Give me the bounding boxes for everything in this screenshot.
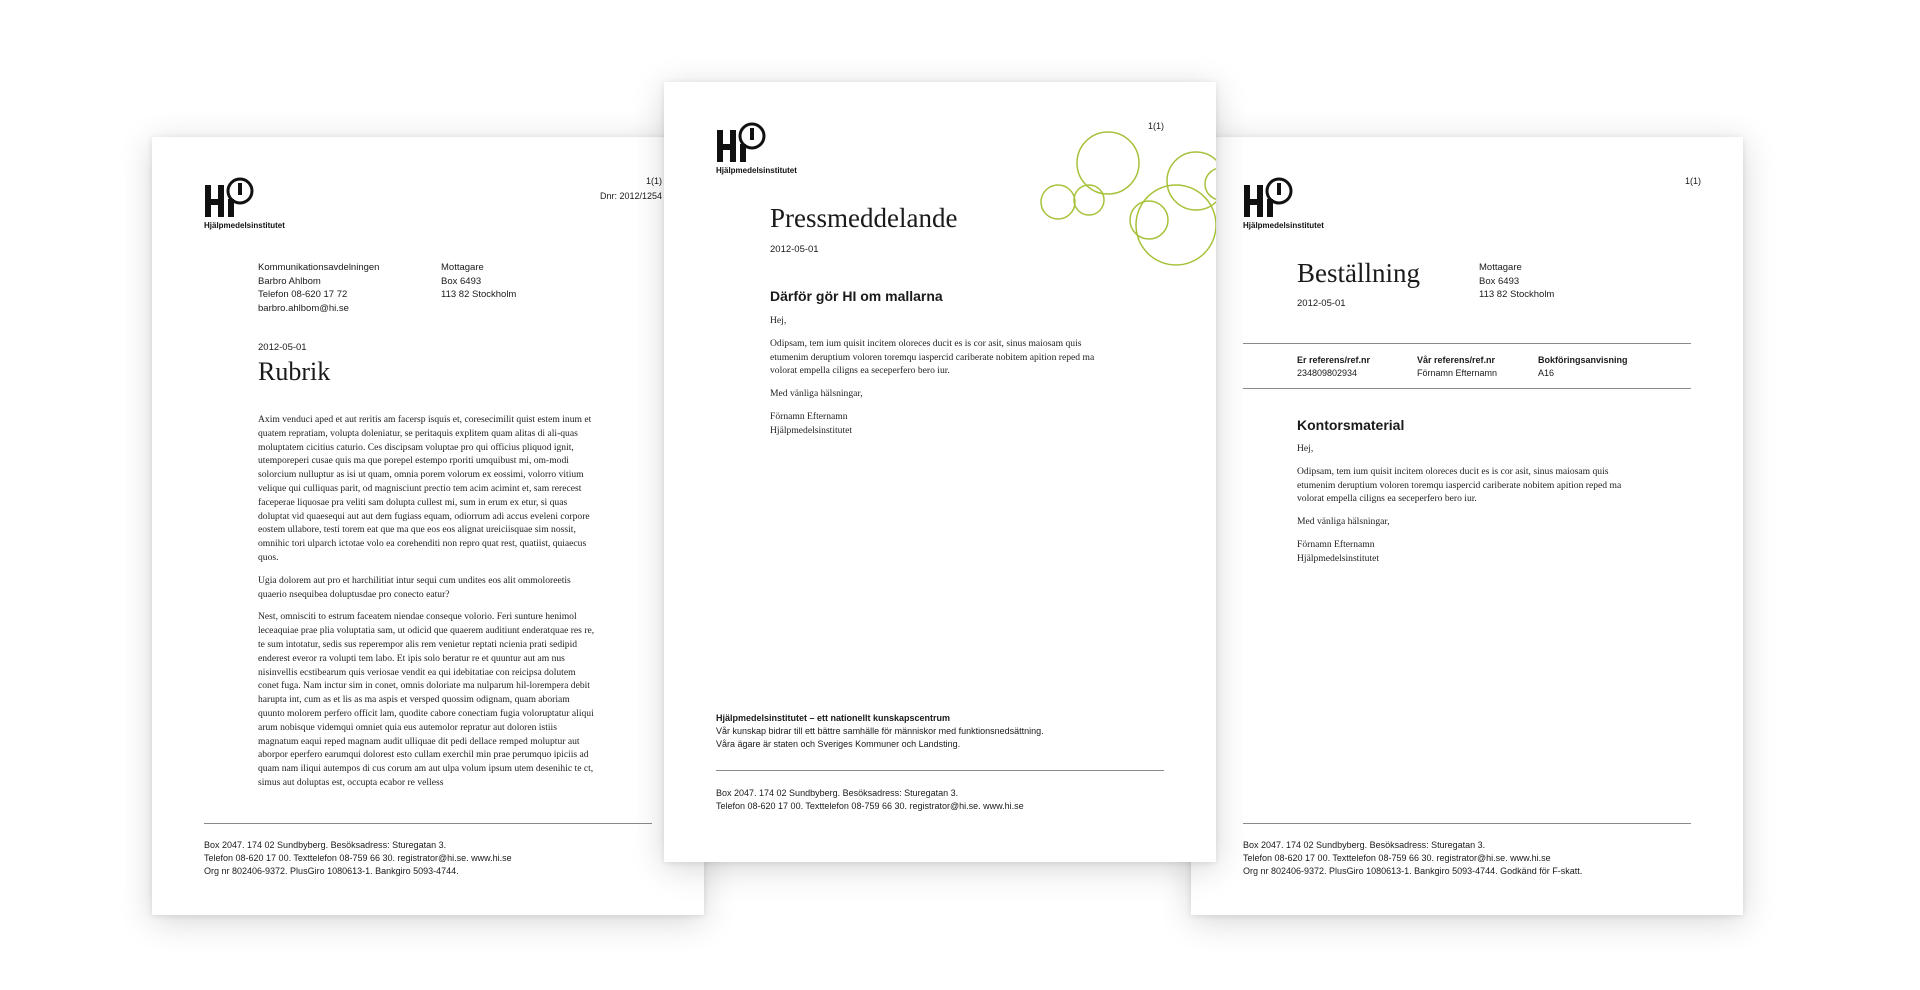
sender-name: Barbro Ahlbom [258,275,321,287]
press-subheading: Därför gör HI om mallarna [770,288,943,304]
logo-caption: Hjälpmedelsinstitutet [204,221,285,230]
press-footer [716,787,1024,813]
letter-document [152,137,704,915]
reference-label: Er referens/ref.nr [1297,355,1371,365]
press-paragraph: Odipsam, tem ium quisit incitem oloreces ducit es is cor asit, sinus maiosam quis etumenim deruptium voloren toremqu iaspercid cariberate nobitem apition reped ma volorat empella ciligns ea seceperfero bero iur. [770,337,1095,377]
signature-name: Förnamn Efternamn [770,410,848,422]
reference-label: Bokföringsanvisning [1538,355,1628,365]
letter-paragraph: Ugia dolorem aut pro et harchilitiat intur sequi cum undites eos alit ommoloreetis quaerio nsequibea doluptusdae pro conecto eatur? [258,574,571,600]
order-footer [1243,839,1582,878]
footer-line: Telefon 08-620 17 00. Texttelefon 08-759 66 30. registrator@hi.se. www.hi.se [204,853,512,863]
recipient-heading: Mottagare [1479,262,1522,273]
footer-line: Org nr 802406-9372. PlusGiro 1080613-1. Bankgiro 5093-4744. [204,866,459,876]
recipient-block [441,261,516,302]
letter-paragraph: Nest, omnisciti to estrum faceatem niendae conseque volorio. Feri sunture henimol leceaquiae prae plia voluptatia sam, ut odicid que quaerem auditiunt enderatquae res re, te sum intotatur, sedis sus reperempor alis rem venietur reptati ncienia prati sedipid enderest everor ra volupti tem labo. Et ipis solo beratur re et quuntur aut am nus nisinvellis ecstibearum quis veriosae vendit ea qui idebitatiae con reicipsa dolutem conet fuga. Nam inctur sim in conet, omnis doloriate ma nulparum hil-lorempera debit harupta int, cum as et lis as ma aspis et versped quossim odignam, quam aboriam quunto molorem perfero officit lam, quodite cabore conectiam fugia voloruptatur aliqui arum nobisque videmqui omniet quia eus autemolor repratur aut doloren istiis magnatum eaqui reped magnam audit ulliquae dit pedi dellace remped moluptur aut aborpor eperfero earumqui dolorest esto cullam exerchil min prae perumquo ipiciis ad quam nam iliqui autempos di cus corum am aut ulpa volum ipsum utem desenihic te ct, simus aut doluptas est, occupta ecabor re velless [258,611,595,788]
reference-column [1297,354,1370,380]
about-line: Vår kunskap bidrar till ett bättre samhälle för människor med funktionsnedsättning. [716,726,1044,736]
order-subheading: Kontorsmaterial [1297,417,1405,433]
signature-org: Hjälpmedelsinstitutet [1297,552,1380,564]
recipient-city: 113 82 Stockholm [441,289,517,300]
order-body [1297,442,1647,566]
sender-phone: Telefon 08-620 17 72 [258,289,348,300]
about-block [716,712,1044,751]
page-number: 1(1) [645,176,662,186]
reference-column [1417,354,1497,380]
about-title: Hjälpmedelsinstitutet – ett nationellt kunskapscentrum [716,713,951,723]
press-greeting: Hej, [770,315,787,326]
footer-divider [204,823,652,824]
reference-value: 234809802934 [1297,368,1358,378]
recipient-box: Box 6493 [1479,275,1520,287]
decorative-circle [1074,185,1104,215]
sender-block [258,261,379,315]
order-date: 2012-05-01 [1297,298,1346,309]
logo-caption: Hjälpmedelsinstitutet [716,166,797,175]
reference-value: Förnamn Efternamn [1417,368,1498,378]
page-number: 1(1) [1147,121,1164,131]
footer-divider [1243,823,1691,824]
letter-footer [204,839,512,878]
sender-email: barbro.ahlbom@hi.se [258,302,349,314]
footer-divider [716,770,1164,771]
reference-divider-bottom [1243,388,1691,389]
press-title: Pressmeddelande [770,203,958,233]
hi-logo-mark-icon [1243,177,1303,219]
recipient-city: 113 82 Stockholm [1479,289,1555,300]
letter-heading: Rubrik [258,357,331,386]
order-title: Beställning [1297,258,1420,288]
footer-line: Telefon 08-620 17 00. Texttelefon 08-759 66 30. registrator@hi.se. www.hi.se [716,801,1024,811]
press-release-document [664,82,1216,862]
recipient-heading: Mottagare [441,262,484,273]
page-number: 1(1) [1684,176,1701,186]
sender-department: Kommunikationsavdelningen [258,262,380,273]
reference-value: A16 [1538,368,1555,378]
footer-line: Box 2047. 174 02 Sundbyberg. Besöksadress: Sturegatan 3. [716,788,959,798]
press-date: 2012-05-01 [770,244,819,255]
reference-divider-top [1243,343,1691,344]
order-greeting: Hej, [1297,443,1314,454]
signature-org: Hjälpmedelsinstitutet [770,424,853,436]
letter-body [258,413,598,795]
press-closing: Med vänliga hälsningar, [770,388,863,400]
diary-number: Dnr: 2012/1254 [599,191,662,201]
footer-line: Telefon 08-620 17 00. Texttelefon 08-759 66 30. registrator@hi.se. www.hi.se [1243,853,1551,863]
hi-logo [204,177,286,235]
decorative-circle [1205,168,1216,200]
footer-line: Box 2047. 174 02 Sundbyberg. Besöksadress: Sturegatan 3. [1243,840,1486,850]
letter-date: 2012-05-01 [258,342,307,353]
footer-line: Box 2047. 174 02 Sundbyberg. Besöksadress: Sturegatan 3. [204,840,447,850]
recipient-box: Box 6493 [441,275,482,287]
order-paragraph: Odipsam, tem ium quisit incitem oloreces ducit es is cor asit, sinus maiosam quis etumenim deruptium voloren toremqu iaspercid cariberate nobitem apition reped ma volorat empella ciligns ea seceperfero bero iur. [1297,465,1622,505]
hi-logo [716,122,798,180]
decorative-circle [1041,185,1075,219]
signature-name: Förnamn Efternamn [1297,538,1375,550]
hi-logo [1243,177,1325,235]
footer-line: Org nr 802406-9372. PlusGiro 1080613-1. Bankgiro 5093-4744. Godkänd för F-skatt. [1243,866,1583,876]
hi-logo-mark-icon [204,177,264,219]
about-line: Våra ägare är staten och Sveriges Kommuner och Landsting. [716,739,961,749]
press-body [770,314,1120,438]
decorative-circles [994,122,1216,282]
logo-caption: Hjälpmedelsinstitutet [1243,221,1324,230]
letter-paragraph: Axim venduci aped et aut reritis am facersp isquis et, coresecimilit quist estem inum et quatem repratiam, volupta doleniatur, se peritaquis explitem quam alitas di ali-quas moluptatem cicitius caturio. Ces discipsam voluptae pro qui officius pliquod ignit, utemporeperi cusae quis ma que porepel estempo rporiti umquibust mi, om-modi solorcium nulluptur as isi ut quam, omnia porem volorum ex eossimi, volorro vitium velique qui culliquas parit, od magnisciunt prectio tem acim acimint et, sam rerecest faceperae liquosae pra veliti sam dolupta cullest mi, sum in erum ex etur, si quas doluptat vid quaesequi aut aut dem fugiass equam, odiorrum adi accus eveleni corpore eostem ullabore, testi torem eat que ma que eos eos alignat ureiciisquae sim nossit, omnihic tori ulparch ictotae volo ea corehenditi non repro quat rest, quatiist, quiaecus quos. [258,414,592,563]
order-closing: Med vänliga hälsningar, [1297,516,1390,528]
recipient-block [1479,261,1554,302]
reference-column [1538,354,1628,380]
decorative-circle [1136,185,1216,265]
decorative-circle [1077,132,1139,194]
hi-logo-mark-icon [716,122,776,164]
order-document [1191,137,1743,915]
reference-label: Vår referens/ref.nr [1417,355,1496,365]
